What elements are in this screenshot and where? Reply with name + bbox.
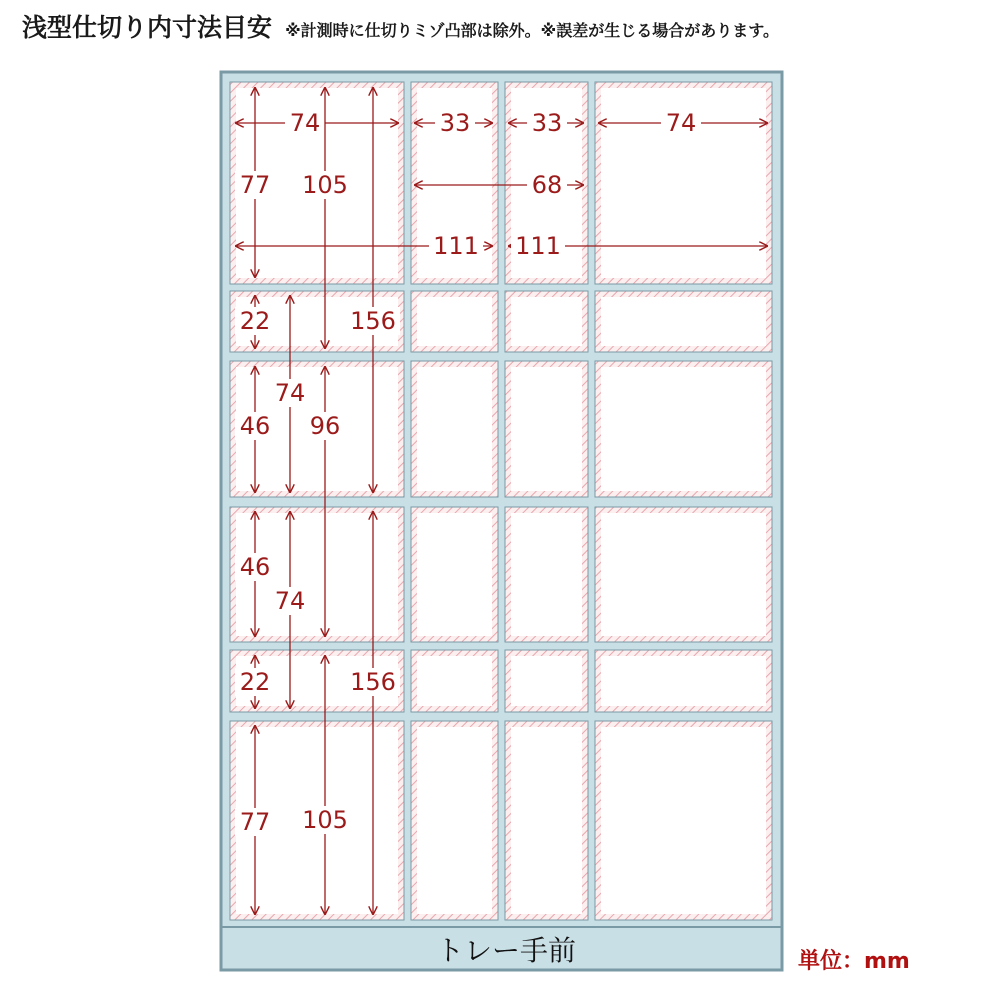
compartment-r2-c3 <box>505 291 588 352</box>
dimension-label: 33 <box>531 109 563 137</box>
dimension-label: 105 <box>302 806 348 834</box>
compartment-r3-c2 <box>411 361 498 497</box>
compartment-r2-c4 <box>595 291 772 352</box>
unit-label: 単位：mm <box>798 949 910 974</box>
dimension-label: 156 <box>350 307 396 335</box>
dimension-label: 46 <box>239 412 271 440</box>
dimension-label: 22 <box>239 307 271 335</box>
compartment-r6-c4 <box>595 721 772 920</box>
dimension-label: 74 <box>665 109 697 137</box>
dimension-label: 111 <box>515 232 561 260</box>
tray-front-label: トレー手前 <box>435 934 577 967</box>
dimension-label: 77 <box>239 808 271 836</box>
compartment-r6-c2 <box>411 721 498 920</box>
compartment-r4-c2 <box>411 507 498 642</box>
compartment-r5-c3 <box>505 650 588 712</box>
dimension-label: 74 <box>274 379 306 407</box>
compartment-r4-c4 <box>595 507 772 642</box>
dimension-label: 68 <box>531 171 563 199</box>
dimension-label: 74 <box>274 587 306 615</box>
dimension-label: 22 <box>239 668 271 696</box>
dimension-label: 74 <box>289 109 321 137</box>
compartment-r3-c4 <box>595 361 772 497</box>
measurement-note: ※計測時に仕切りミゾ凸部は除外。※誤差が生じる場合があります。 <box>285 21 779 40</box>
compartment-r3-c3 <box>505 361 588 497</box>
dimension-label: 156 <box>350 668 396 696</box>
compartment-r5-c2 <box>411 650 498 712</box>
dimension-label: 111 <box>433 232 479 260</box>
compartment-r5-c4 <box>595 650 772 712</box>
dimension-label: 46 <box>239 553 271 581</box>
compartment-r4-c3 <box>505 507 588 642</box>
dimension-label: 105 <box>302 171 348 199</box>
dimension-label: 77 <box>239 171 271 199</box>
dimension-label: 96 <box>309 412 341 440</box>
page-title: 浅型仕切り内寸法目安 <box>22 13 273 42</box>
dimension-label: 33 <box>439 109 471 137</box>
compartment-r2-c2 <box>411 291 498 352</box>
compartment-r6-c3 <box>505 721 588 920</box>
